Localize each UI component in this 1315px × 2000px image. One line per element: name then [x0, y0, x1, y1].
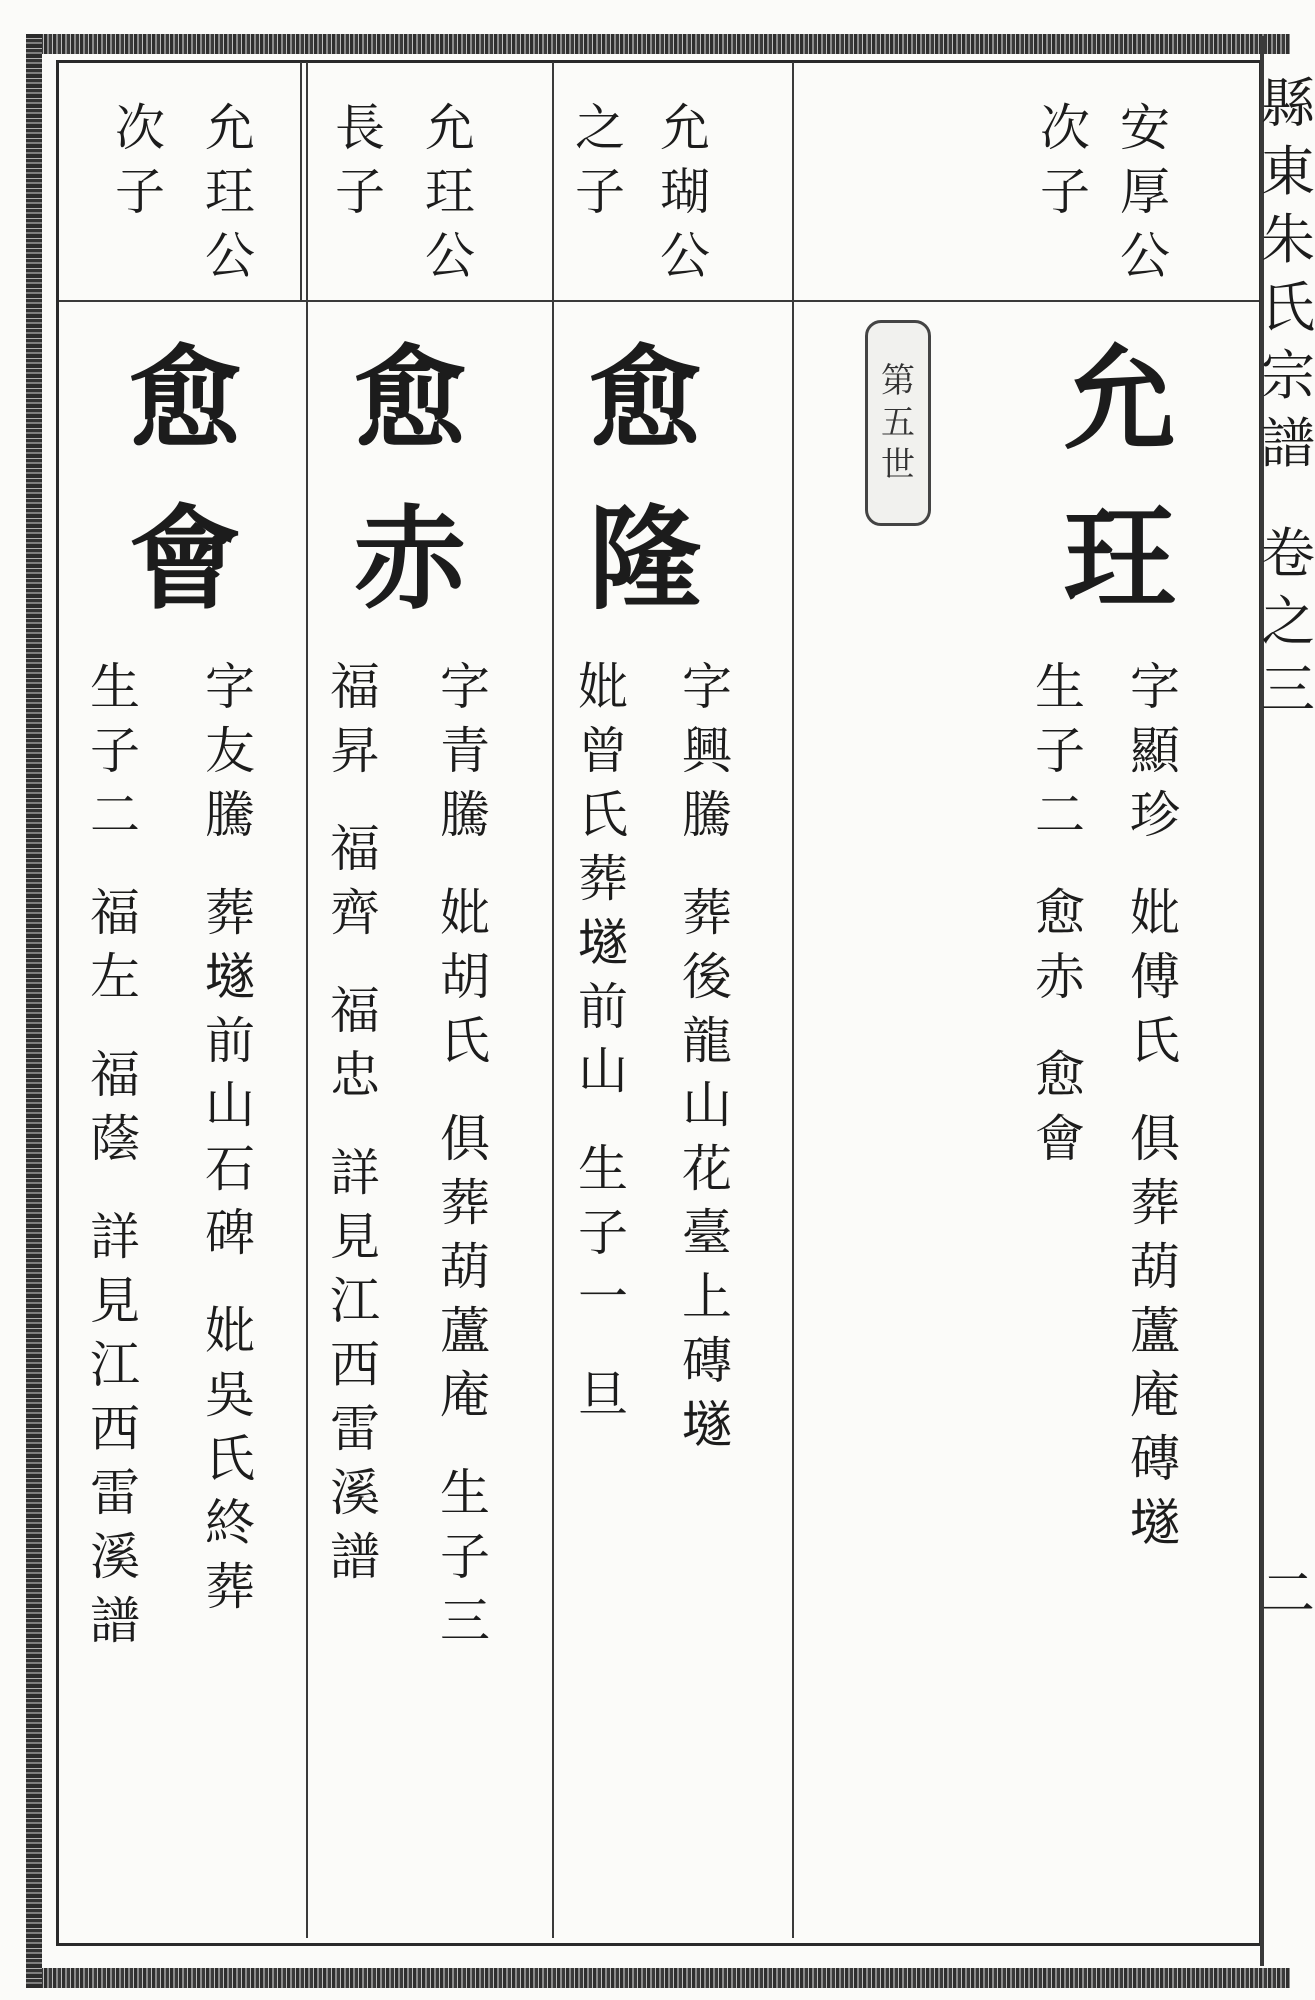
header-cell-3-line-1: 允 玨 公	[425, 99, 475, 285]
entry-2-name: 愈 隆	[589, 334, 701, 625]
bottom-border	[26, 1968, 1290, 1988]
left-border	[26, 34, 42, 1988]
header-divider-extra	[300, 62, 302, 302]
entry-4-name: 愈 會	[129, 334, 241, 625]
top-border	[26, 34, 1290, 54]
column-divider-1	[792, 62, 794, 1938]
margin-title-text: 縣 東 朱 氏 宗 譜	[1261, 72, 1315, 475]
generation-seal	[865, 320, 931, 526]
column-divider-2	[552, 62, 554, 1938]
entry-4-column-2: 生 子 二 福 左 福 蔭 詳 見 江 西 雷 溪 譜	[90, 658, 140, 1650]
header-cell-2-line-1: 允 瑚 公	[660, 99, 710, 285]
entry-3-name: 愈 赤	[354, 334, 466, 625]
margin-page-number	[1261, 1560, 1315, 1628]
entry-1-name: 允 玨	[1064, 334, 1176, 625]
entry-1-column-2: 生 子 二 愈 赤 愈 會	[1035, 658, 1085, 1168]
page-number-text: 二	[1261, 1562, 1315, 1625]
entry-4-column-1: 字 友 騰 葬 𡑞 前 山 石 碑 妣 吳 氏 終 葬	[205, 658, 255, 1616]
entry-3-column-1: 字 青 騰 妣 胡 氏 俱 葬 葫 蘆 庵 生 子 三	[440, 658, 490, 1650]
seal-text: 第 五 世	[881, 361, 915, 485]
margin-title	[1261, 70, 1315, 478]
entry-1-column-1: 字 顯 珍 妣 傅 氏 俱 葬 葫 蘆 庵 磚 𡑞	[1130, 658, 1180, 1552]
entry-2-column-1: 字 興 騰 葬 後 龍 山 花 臺 上 磚 𡑞	[682, 658, 732, 1454]
header-cell-2-line-2: 之 子	[575, 99, 625, 221]
margin-volume	[1261, 520, 1315, 724]
header-cell-4-line-2: 次 子	[115, 99, 165, 221]
header-cell-1-line-2: 次 子	[1040, 99, 1090, 221]
header-cell-1-line-1: 安 厚 公	[1120, 99, 1170, 285]
column-divider-3	[306, 62, 308, 1938]
header-divider	[59, 300, 1259, 302]
header-cell-3-line-2: 長 子	[335, 99, 385, 221]
entry-3-column-2: 福 昇 福 齊 福 忠 詳 見 江 西 雷 溪 譜	[330, 658, 380, 1586]
margin-volume-text: 卷 之 三	[1261, 522, 1315, 721]
header-cell-4-line-1: 允 玨 公	[205, 99, 255, 285]
entry-2-column-2: 妣 曾 氏 葬 𡑞 前 山 生 子 一 旦	[578, 658, 628, 1424]
